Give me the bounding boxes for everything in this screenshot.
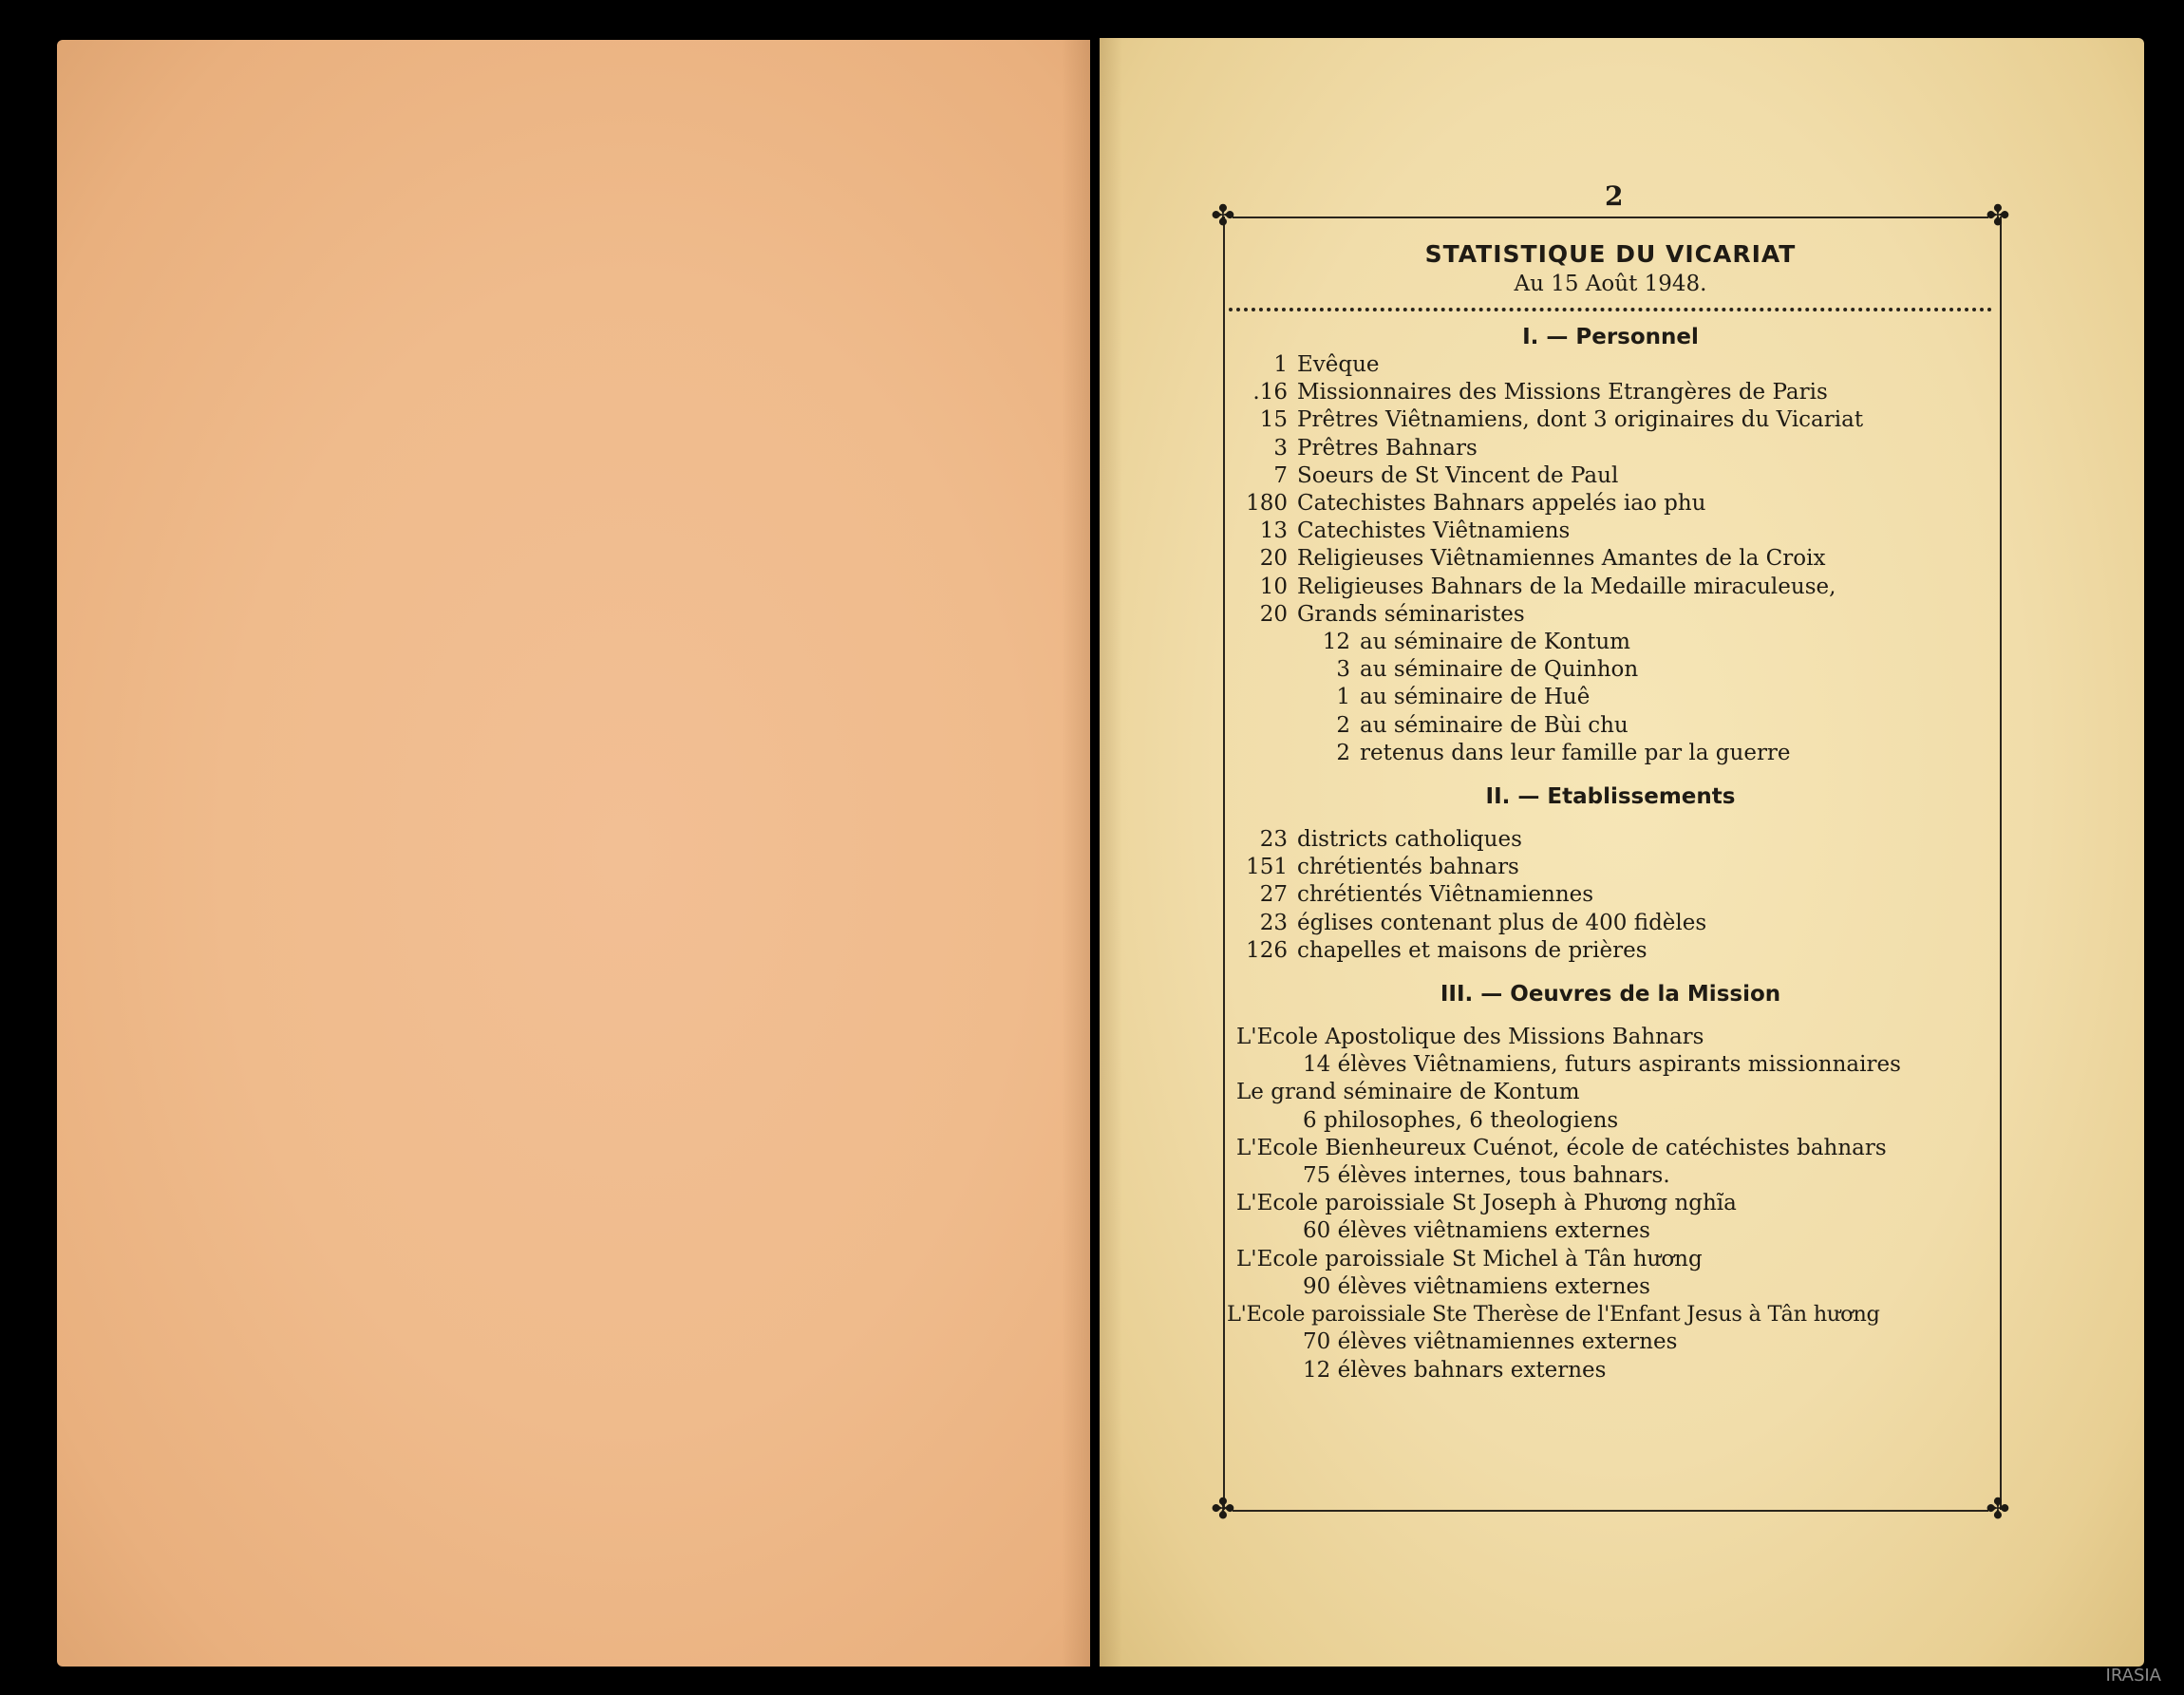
item-count: 2: [1336, 712, 1350, 738]
list-item: [1227, 740, 1994, 767]
etablissements-list: [1227, 826, 1994, 965]
item-label: Evêque: [1297, 352, 1380, 377]
list-item: [1227, 881, 1994, 909]
item-count: 3: [1273, 435, 1288, 461]
item-label: retenus dans leur famille par la guerre: [1360, 740, 1791, 765]
list-item: [1227, 379, 1994, 406]
seminarians-breakdown: [1227, 629, 1994, 767]
list-item: [1227, 490, 1994, 518]
list-item: [1227, 629, 1994, 656]
item-count: .16: [1252, 380, 1288, 405]
item-count: 10: [1259, 574, 1288, 599]
item-count: 12: [1322, 630, 1350, 655]
document-title: STATISTIQUE DU VICARIAT: [1424, 240, 1797, 268]
institution-name: L'Ecole paroissiale St Joseph à Phương nghĩa: [1236, 1191, 1737, 1216]
institution-detail: 14 élèves Viêtnamiens, futurs aspirants missionnaires: [1303, 1052, 1901, 1078]
section-heading-personnel: I. — Personnel: [1522, 325, 1699, 349]
institution-name: L'Ecole paroissiale St Michel à Tân hương: [1236, 1246, 1703, 1271]
institution-detail: 6 philosophes, 6 theologiens: [1303, 1107, 1619, 1133]
frame-top-rule: [1233, 217, 1988, 218]
item-count: 27: [1259, 882, 1288, 908]
item-label: Catechistes Viêtnamiens: [1297, 518, 1571, 544]
list-item: [1227, 545, 1994, 573]
dotted-divider: [1229, 308, 1992, 311]
item-label: au séminaire de Bùi chu: [1360, 712, 1629, 738]
institution-detail: 12 élèves bahnars externes: [1303, 1357, 1607, 1383]
list-item: [1227, 435, 1994, 462]
institution-detail: 75 élèves internes, tous bahnars.: [1303, 1163, 1670, 1189]
item-label: Catechistes Bahnars appelés iao phu: [1297, 491, 1706, 517]
corner-ornament-icon: ✤: [1211, 1493, 1235, 1526]
item-label: districts catholiques: [1297, 827, 1522, 853]
list-item: [1227, 937, 1994, 965]
item-label: églises contenant plus de 400 fidèles: [1297, 910, 1707, 935]
section-heading-oeuvres: III. — Oeuvres de la Mission: [1440, 982, 1781, 1008]
corner-ornament-icon: ✤: [1986, 199, 2010, 233]
item-count: 7: [1273, 462, 1288, 488]
item-count: 23: [1259, 827, 1288, 853]
left-page-fold-shadow: [1062, 40, 1090, 1667]
watermark: IRASIA: [2105, 1666, 2161, 1686]
list-item: [1227, 684, 1994, 711]
statistics-content: [1227, 239, 1994, 1384]
institution-name: Le grand séminaire de Kontum: [1236, 1080, 1580, 1105]
institution-name: L'Ecole Bienheureux Cuénot, école de catéchistes bahnars: [1236, 1135, 1887, 1160]
item-label: au séminaire de Quinhon: [1360, 657, 1639, 683]
personnel-list: [1227, 351, 1994, 629]
list-item: [1227, 712, 1994, 740]
item-count: 180: [1246, 491, 1288, 517]
item-count: 1: [1273, 352, 1288, 377]
corner-ornament-icon: ✤: [1986, 1493, 2010, 1526]
institution-detail: 60 élèves viêtnamiens externes: [1303, 1218, 1650, 1244]
right-page: [1100, 38, 2144, 1667]
item-label: Soeurs de St Vincent de Paul: [1297, 462, 1619, 488]
item-count: 1: [1336, 685, 1350, 710]
item-count: 3: [1336, 657, 1350, 683]
item-count: 126: [1246, 937, 1288, 963]
list-item: [1227, 910, 1994, 937]
item-count: 151: [1246, 855, 1288, 880]
section-heading-etablissements: II. — Etablissements: [1485, 784, 1736, 810]
item-label: Prêtres Bahnars: [1297, 435, 1478, 461]
item-label: Missionnaires des Missions Etrangères de Paris: [1297, 380, 1828, 405]
frame-bottom-rule: [1233, 1510, 1988, 1512]
item-count: 2: [1336, 740, 1350, 765]
item-label: chrétientés bahnars: [1297, 855, 1519, 880]
item-label: Religieuses Viêtnamiennes Amantes de la Croix: [1297, 546, 1826, 572]
item-count: 15: [1259, 407, 1288, 433]
item-label: au séminaire de Kontum: [1360, 630, 1630, 655]
left-blank-page: [57, 40, 1090, 1667]
list-item: [1227, 601, 1994, 629]
list-item: [1227, 351, 1994, 379]
institution-detail: 70 élèves viêtnamiennes externes: [1303, 1329, 1678, 1355]
list-item: [1227, 462, 1994, 490]
institution-name: L'Ecole Apostolique des Missions Bahnars: [1236, 1025, 1704, 1050]
list-item: [1227, 656, 1994, 684]
list-item: [1227, 518, 1994, 545]
item-label: chapelles et maisons de prières: [1297, 937, 1647, 963]
item-count: 13: [1259, 518, 1288, 544]
item-label: au séminaire de Huê: [1360, 685, 1591, 710]
item-label: Grands séminaristes: [1297, 601, 1525, 627]
item-count: 20: [1259, 546, 1288, 572]
item-label: Prêtres Viêtnamiens, dont 3 originaires du Vicariat: [1297, 407, 1864, 433]
item-count: 23: [1259, 910, 1288, 935]
corner-ornament-icon: ✤: [1211, 199, 1235, 233]
page-number: 2: [1605, 180, 1624, 212]
list-item: [1227, 854, 1994, 881]
institution-detail: 90 élèves viêtnamiens externes: [1303, 1273, 1650, 1299]
oeuvres-list: [1227, 1024, 1994, 1384]
item-label: Religieuses Bahnars de la Medaille miraculeuse,: [1297, 574, 1836, 599]
document-date: Au 15 Août 1948.: [1514, 272, 1707, 296]
item-label: chrétientés Viêtnamiennes: [1297, 882, 1594, 908]
item-count: 20: [1259, 601, 1288, 627]
right-page-fold-shadow: [1100, 38, 1122, 1667]
institution-name: L'Ecole paroissiale Ste Therèse de l'Enfant Jesus à Tân hương: [1227, 1302, 1880, 1328]
list-item: [1227, 574, 1994, 601]
list-item: [1227, 406, 1994, 434]
list-item: [1227, 826, 1994, 854]
